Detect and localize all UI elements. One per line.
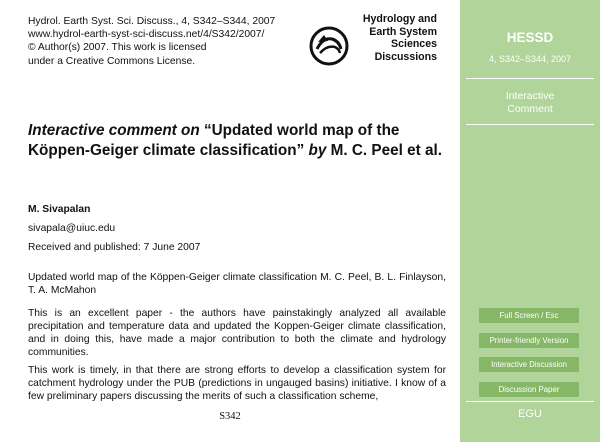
printer-friendly-button[interactable]: Printer-friendly Version <box>479 333 579 348</box>
logo-emblem-icon <box>308 25 350 67</box>
comment-label-line: Comment <box>507 103 553 115</box>
comment-label-line: Interactive <box>505 90 555 102</box>
sidebar-divider <box>466 124 594 125</box>
title-main: “Updated world map of the Köppen-Geiger climate classification” <box>28 122 400 159</box>
journal-abbrev: HESSD <box>506 30 554 45</box>
journal-logo <box>308 13 436 75</box>
logo-line: Earth System <box>369 25 437 38</box>
logo-line: Sciences <box>391 38 437 50</box>
author-name: M. Sivapalan <box>28 204 91 215</box>
comment-label <box>460 90 600 116</box>
citation-line: Hydrol. Earth Syst. Sci. Discuss., 4, S342–S344, 2007 <box>28 16 276 27</box>
sidebar-divider <box>466 401 594 402</box>
copyright-line: © Author(s) 2007. This work is licensed <box>28 42 207 54</box>
url-line[interactable]: www.hydrol-earth-syst-sci-discuss.net/4/S342/2007/ <box>28 29 265 41</box>
discussion-paper-button[interactable]: Discussion Paper <box>479 382 579 397</box>
logo-wordmark <box>353 13 437 63</box>
interactive-discussion-button[interactable]: Interactive Discussion <box>479 357 579 372</box>
title-prefix: Interactive comment on <box>28 122 200 139</box>
title-authors: M. C. Peel et al. <box>326 142 443 159</box>
title-by: by <box>308 142 327 159</box>
sidebar <box>460 0 600 442</box>
license-line: under a Creative Commons License. <box>28 55 196 67</box>
logo-line: Discussions <box>374 50 437 63</box>
egu-footer: EGU <box>518 408 542 420</box>
author-email[interactable]: sivapala@uiuc.edu <box>28 223 116 234</box>
article-title <box>28 121 448 161</box>
sidebar-divider <box>466 78 594 79</box>
body-paragraph: Updated world map of the Köppen-Geiger climate classification M. C. Peel, B. L. Finlayson, T. A. McMahon <box>28 272 446 297</box>
body-paragraph: This is an excellent paper - the authors have painstakingly analyzed all available precipitation and temperature data and updated the Koppen-Geiger climate classification, and in doing this, have made a major contribution to both the climate and hydrology communities. <box>28 308 446 359</box>
logo-line: Hydrology and <box>362 13 437 25</box>
journal-pages: 4, S342–S344, 2007 <box>488 54 572 64</box>
received-date: Received and published: 7 June 2007 <box>28 242 201 253</box>
page-number: S342 <box>219 411 241 422</box>
full-screen-button[interactable]: Full Screen / Esc <box>479 308 579 323</box>
citation-header <box>28 15 275 68</box>
body-paragraph: This work is timely, in that there are strong efforts to develop a classification system for catchment hydrology under the PUB (predictions in ungauged basins) initiative. I know of a few preliminary papers discussing the merits of such a classification scheme, <box>28 365 446 403</box>
